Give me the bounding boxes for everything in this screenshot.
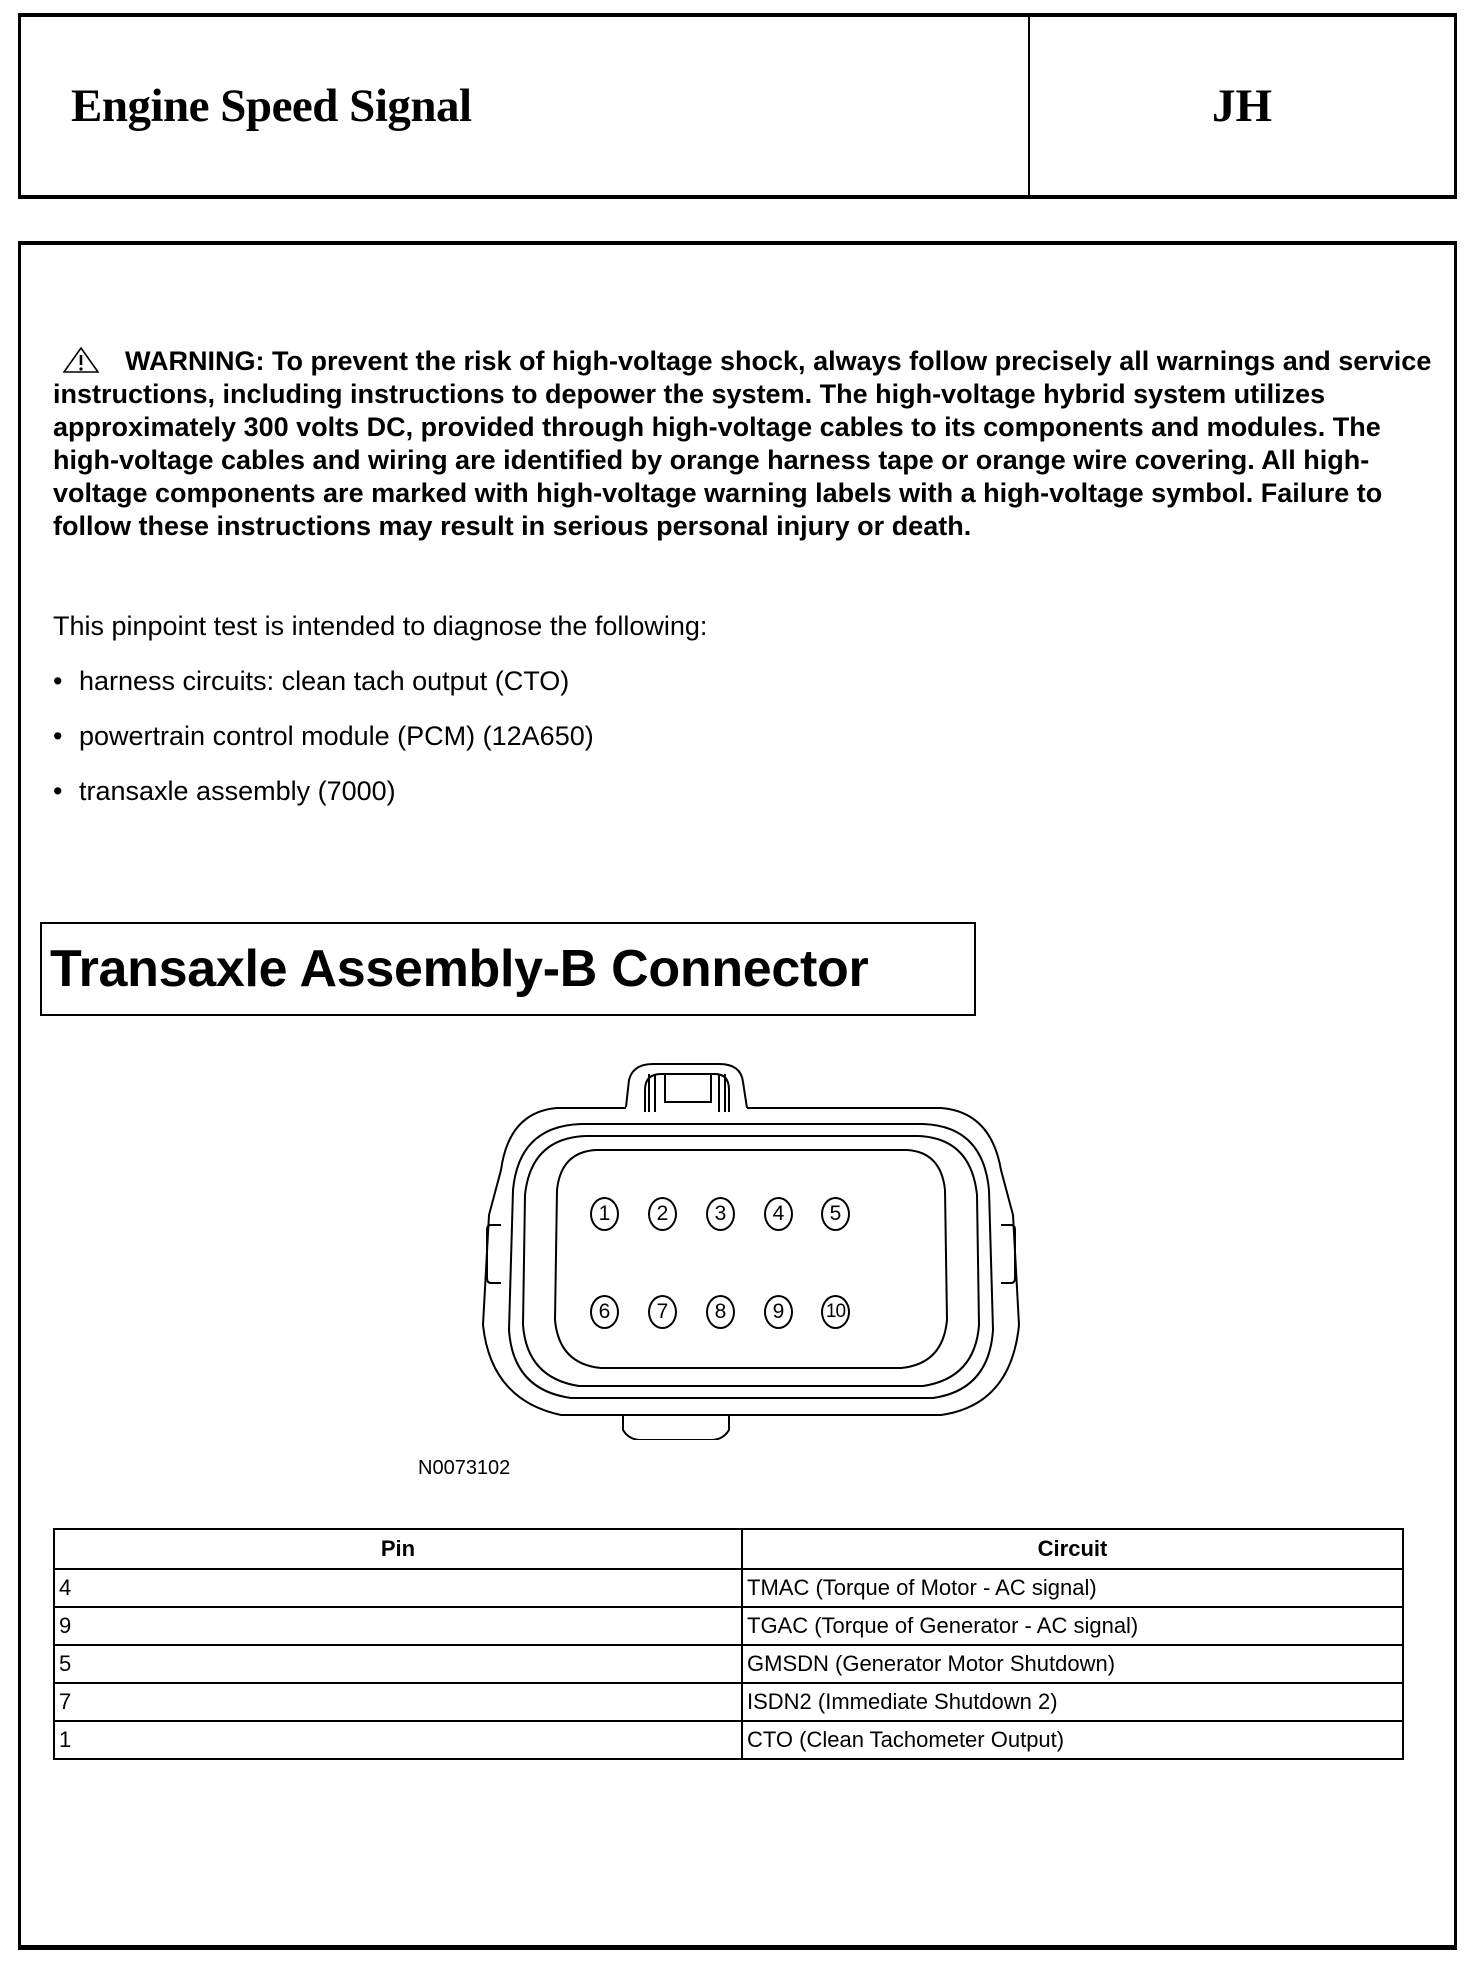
pin-10: 10 [821,1295,850,1329]
list-item: • harness circuits: clean tach output (CTO) [53,666,570,696]
warning-text: WARNING: To prevent the risk of high-voltage shock, always follow precisely all warnings and service instructions, including instructions to depower the system. The high-voltage hybrid system utilizes approximately 300 volts DC, provided through high-voltage cables to its components and modules. The high-voltage cables and wiring are identified by orange harness tape or orange wire covering. All high-voltage components are marked with high-voltage warning labels with a high-voltage symbol. Failure to follow these instructions may result in serious personal injury or death. [53,346,1432,541]
high-voltage-warning [53,345,1443,543]
pin-4: 4 [764,1197,793,1231]
table-row [54,1645,1403,1683]
page-title: Engine Speed Signal [71,80,472,132]
pin-circuit-table [53,1528,1404,1760]
figure-id: N0073102 [418,1457,511,1479]
table-header-row [54,1529,1403,1569]
list-item: • transaxle assembly (7000) [53,776,396,806]
page-header [18,13,1457,199]
circuit-cell: GMSDN (Generator Motor Shutdown) [742,1645,1403,1683]
connector-diagram [471,1060,1031,1440]
list-item: • powertrain control module (PCM) (12A650) [53,721,594,751]
pin-cell: 5 [54,1645,742,1683]
pin-cell: 9 [54,1607,742,1645]
section-title: Transaxle Assembly-B Connector [40,922,976,1016]
pin-5: 5 [821,1197,850,1231]
circuit-cell: CTO (Clean Tachometer Output) [742,1721,1403,1759]
table-row [54,1683,1403,1721]
diagnosis-list [53,665,594,830]
column-header-pin: Pin [54,1529,742,1569]
bullet-icon: • [53,721,63,751]
column-header-circuit: Circuit [742,1529,1403,1569]
pin-cell: 4 [54,1569,742,1607]
pin-8: 8 [706,1295,735,1329]
table-row [54,1569,1403,1607]
circuit-cell: TGAC (Torque of Generator - AC signal) [742,1607,1403,1645]
pin-3: 3 [706,1197,735,1231]
pin-9: 9 [764,1295,793,1329]
pin-cell: 1 [54,1721,742,1759]
pin-2: 2 [648,1197,677,1231]
bullet-icon: • [53,666,63,696]
pin-6: 6 [590,1295,619,1329]
bullet-icon: • [53,776,63,806]
table-row [54,1721,1403,1759]
warning-triangle-icon [63,347,99,373]
pinpoint-test-code: JH [1211,80,1273,132]
intro-text: This pinpoint test is intended to diagnose the following: [53,611,708,641]
circuit-cell: ISDN2 (Immediate Shutdown 2) [742,1683,1403,1721]
pin-cell: 7 [54,1683,742,1721]
pin-7: 7 [648,1295,677,1329]
pin-1: 1 [590,1197,619,1231]
content-panel [18,241,1457,1950]
circuit-cell: TMAC (Torque of Motor - AC signal) [742,1569,1403,1607]
table-row [54,1607,1403,1645]
